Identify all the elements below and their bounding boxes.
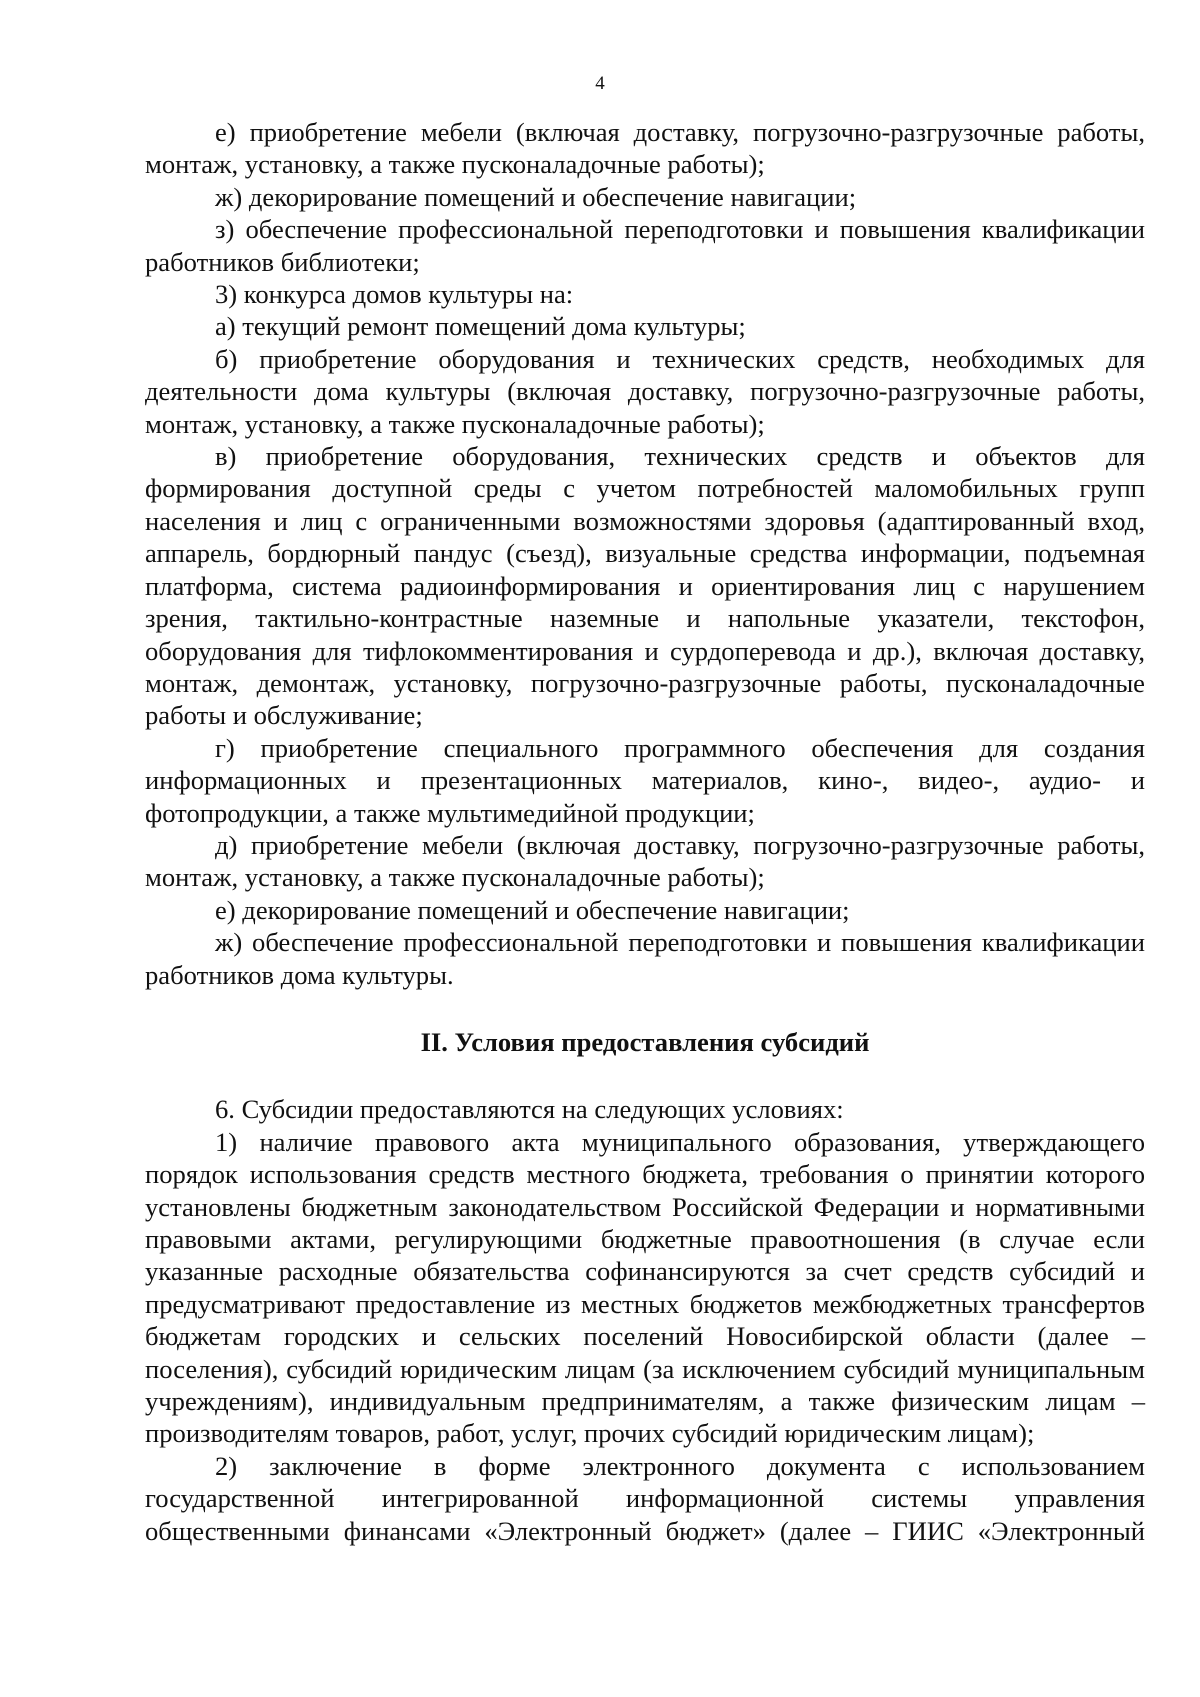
paragraph-condition-2: 2) заключение в форме электронного документа с использованием государственной интегрированной информационной системы управления общественными финансами «Электронный бюджет» (далее – ГИИС «Электронный [145,1450,1145,1546]
paragraph-item-b-equipment: б) приобретение оборудования и технических средств, необходимых для деятельности дома культуры (включая доставку, погрузочно-разгрузочные работы, монтаж, установку, а также пусконаладочные работы); [145,343,1145,439]
paragraph-item-e-decoration: е) декорирование помещений и обеспечение навигации; [215,894,850,925]
paragraph-item-e-furniture: е) приобретение мебели (включая доставку, погрузочно-разгрузочные работы, монтаж, установку, а также пусконаладочные работы); [145,117,1145,180]
paragraph-item-g-software: г) приобретение специального программного обеспечения для создания информационных и презентационных материалов, кино-, видео-, аудио- и фотопродукции, а также мультимедийной продукции; [145,732,1145,828]
paragraph-item-a-repair: а) текущий ремонт помещений дома культуры; [215,311,746,342]
section-heading: II. Условия предоставления субсидий [420,1026,870,1057]
paragraph-item-3-contest: 3) конкурса домов культуры на: [215,279,574,310]
page-number: 4 [595,73,605,94]
paragraph-condition-1: 1) наличие правового акта муниципального образования, утверждающего порядок использования средств местного бюджета, требования о принятии которого установлены бюджетным законодательством Российской Федерации и нормативными правовыми актами, регулирующими бюджетные правоотношения (в случае если указанные расходные обязательства софинансируются за счет средств субсидий и предусматривают предоставление из местных бюджетов межбюджетных трансфертов бюджетам городских и сельских поселений Новосибирской области (далее – поселения), субсидий юридическим лицам (за исключением субсидий муниципальным учреждениям), индивидуальным предпринимателям, а также физическим лицам – производителям товаров, работ, услуг, прочих субсидий юридическим лицам); [145,1126,1145,1449]
document-body [145,116,1145,1547]
paragraph-item-d-furniture: д) приобретение мебели (включая доставку, погрузочно-разгрузочные работы, монтаж, установку, а также пусконаладочные работы); [145,829,1145,893]
paragraph-clause-6: 6. Субсидии предоставляются на следующих условиях: [215,1094,844,1125]
paragraph-item-zh-training: ж) обеспечение профессиональной переподготовки и повышения квалификации работников дома культуры. [145,927,1145,990]
paragraph-item-z-training: з) обеспечение профессиональной переподготовки и повышения квалификации работников библиотеки; [145,214,1145,277]
paragraph-item-v-accessible-environment: в) приобретение оборудования, технических средств и объектов для формирования доступной среды с учетом потребностей маломобильных групп населения и лиц с ограниченными возможностями здоровья (адаптированный вход, аппарель, бордюрный пандус (съезд), визуальные средства информации, подъемная платформа, система радиоинформирования и ориентирования лиц с нарушением зрения, тактильно-контрастные наземные и напольные указатели, текстофон, оборудования для тифлокомментирования и сурдоперевода и др.), включая доставку, монтаж, демонтаж, установку, погрузочно-разгрузочные работы, пусконаладочные работы и обслуживание; [145,441,1145,731]
paragraph-item-zh-decoration: ж) декорирование помещений и обеспечение навигации; [215,181,857,212]
